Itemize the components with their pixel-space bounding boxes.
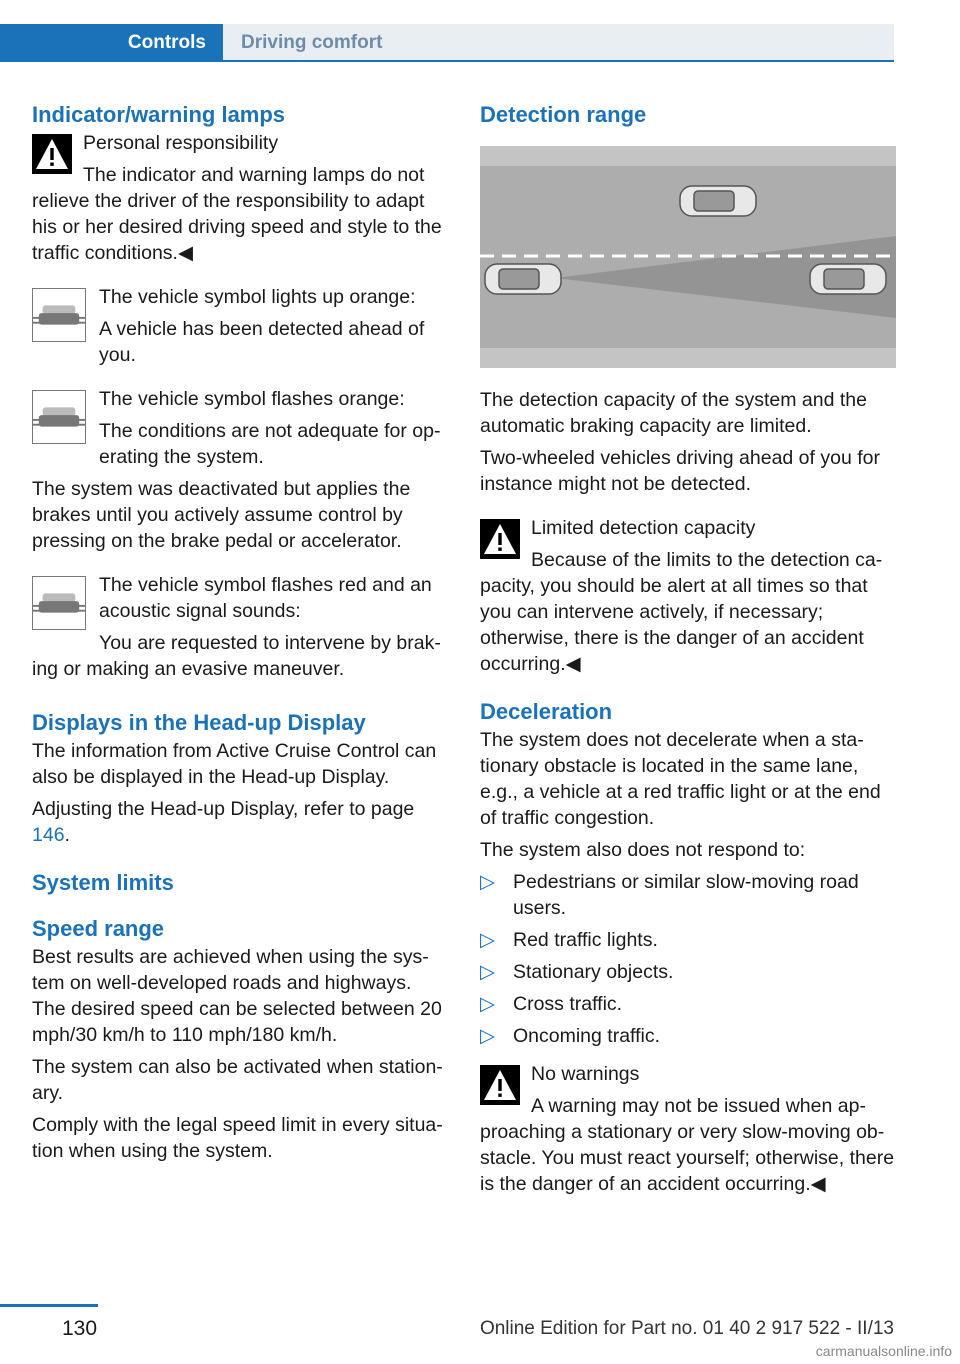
vehicle-state-1: The vehicle symbol lights up orange: [99, 286, 416, 308]
car-ahead-same-lane [810, 264, 886, 294]
vehicle-state-3: The vehicle symbol flashes red and an acoustic signal sounds: [99, 574, 432, 622]
hud-reference: Adjusting the Head-up Display, refer to page 146. [32, 798, 415, 846]
warning-text: A warning may not be issued when ap‐proaching a stationary or very slow-moving ob‐stacle. You must react yourself; otherwise, there is the danger of an accident occurring.◀ [480, 1095, 895, 1195]
warning-personal-responsibility [32, 130, 448, 266]
warning-triangle-icon [32, 134, 72, 174]
bullet-triangle-icon: ▷ [480, 929, 495, 951]
list-item: ▷ Oncoming traffic. [480, 1025, 661, 1047]
vehicle-meaning-2: The conditions are not adequate for op‐erating the system. [99, 420, 441, 468]
heading-deceleration: Deceleration [480, 699, 613, 724]
list-item: ▷ Red traffic lights. [480, 929, 658, 951]
speed-text-2: The system can also be activated when station‐ary. [32, 1056, 443, 1104]
warning-text: The indicator and warning lamps do not relieve the driver of the responsibility to adapt his or her desired driving speed and style to the traffic conditions.◀ [32, 164, 442, 264]
bullet-triangle-icon: ▷ [480, 1025, 495, 1047]
warning-triangle-icon [480, 519, 520, 559]
list-item: ▷ Stationary objects. [480, 961, 674, 983]
tab-driving-comfort[interactable]: Driving comfort [223, 24, 894, 62]
bullet-triangle-icon: ▷ [480, 993, 495, 1015]
speed-text-3: Comply with the legal speed limit in every situa‐tion when using the system. [32, 1114, 443, 1162]
warning-limited-detection [480, 515, 896, 677]
vehicle-symbol-icon [32, 576, 86, 630]
detection-text-2: Two-wheeled vehicles driving ahead of you for instance might not be detected. [480, 447, 880, 495]
vehicle-meaning-3: You are requested to intervene by brak‐ing or making an evasive maneuver. [32, 632, 441, 680]
warning-text: Because of the limits to the detection ca‐pacity, you should be alert at all times so that you can intervene actively, if necessary; otherwise, there is the danger of an accident occurring.◀ [480, 549, 883, 675]
detection-range-figure [480, 146, 896, 368]
page-number: 130 [62, 1317, 98, 1340]
vehicle-symbol-flash-orange [32, 386, 448, 470]
list-item: ▷ Cross traffic. [480, 993, 623, 1015]
heading-detection-range: Detection range [480, 102, 647, 127]
page-link-146[interactable]: 146 [32, 824, 65, 846]
heading-speed-range: Speed range [32, 916, 165, 941]
heading-hud: Displays in the Head-up Display [32, 710, 366, 735]
tab-controls[interactable]: Controls [0, 24, 223, 62]
warning-title: Personal responsibility [83, 132, 279, 154]
warning-title: No warnings [531, 1063, 640, 1085]
vehicle-symbol-icon [32, 390, 86, 444]
vehicle-symbol-icon [32, 288, 86, 342]
car-ahead-left-lane [680, 186, 756, 216]
warning-triangle-icon [480, 1065, 520, 1105]
vehicle-meaning-1: A vehicle has been detected ahead of you. [99, 318, 425, 366]
edition-footer: Online Edition for Part no. 01 40 2 917 522 - II/13 [479, 1318, 894, 1339]
detection-text-1: The detection capacity of the system and the automatic braking capacity are limited. [480, 389, 867, 437]
heading-indicator-lamps: Indicator/warning lamps [32, 102, 286, 127]
header-rule [0, 60, 894, 62]
heading-system-limits: System limits [32, 870, 174, 895]
vehicle-symbol-flash-red [32, 572, 448, 682]
right-column [480, 100, 896, 1203]
own-car [485, 264, 561, 294]
speed-text-1: Best results are achieved when using the sys‐tem on well-developed roads and highways. The desired speed can be selected between 20 mph/30 km/h to 110 mph/180 km/h. [32, 946, 442, 1046]
warning-title: Limited detection capacity [531, 517, 756, 539]
bullet-triangle-icon: ▷ [480, 961, 495, 983]
page-number-rule [0, 1304, 98, 1307]
hud-text: The information from Active Cruise Control can also be displayed in the Head-up Display. [32, 740, 437, 788]
vehicle-symbol-orange [32, 284, 448, 368]
deceleration-text: The system does not decelerate when a sta‐tionary obstacle is located in the same lane, e.g., a vehicle at a red traffic light or at the end of traffic congestion. [480, 729, 881, 829]
bullet-triangle-icon: ▷ [480, 871, 495, 893]
deactivated-text: The system was deactivated but applies the brakes until you actively assume control by pressing on the brake pedal or accelerator. [32, 478, 411, 552]
vehicle-state-2: The vehicle symbol flashes orange: [99, 388, 405, 410]
watermark: carmanualsonline.info [815, 1343, 952, 1359]
left-column [32, 100, 448, 1170]
respond-text: The system also does not respond to: [480, 839, 806, 861]
list-item: ▷ Pedestrians or similar slow-moving road users. [480, 871, 859, 919]
warning-no-warnings [480, 1061, 896, 1197]
